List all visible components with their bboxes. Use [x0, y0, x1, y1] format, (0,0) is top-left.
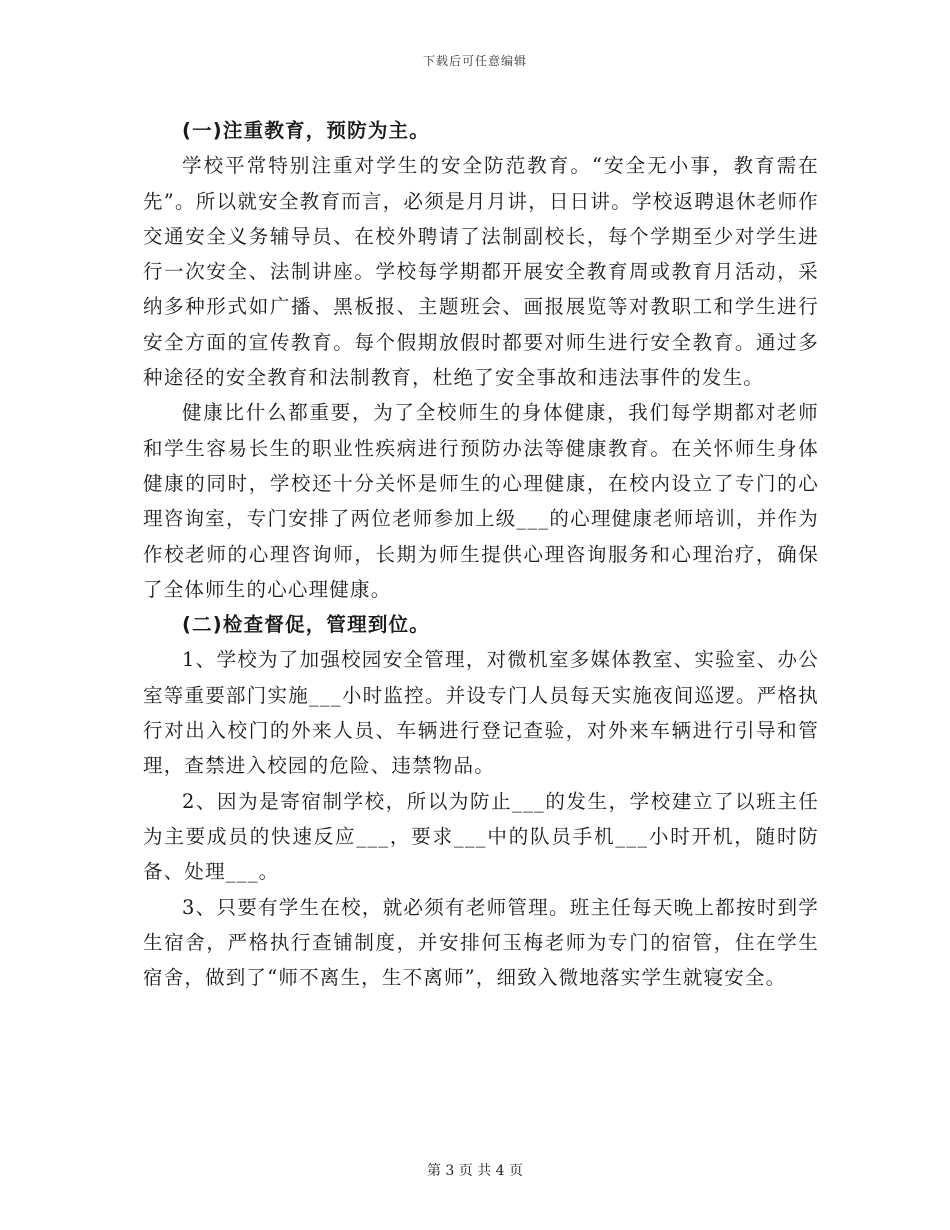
- paragraph-1: 学校平常特别注重对学生的安全防范教育。“安全无小事，教育需在先”。所以就安全教育而言，必须是月月讲，日日讲。学校返聘退休老师作交通安全义务辅导员、在校外聘请了法制副校长，每个学期至少对学生进行一次安全、法制讲座。学校每学期都开展安全教育周或教育月活动，采纳多种形式如广播、黑板报、主题班会、画报展览等对教职工和学生进行安全方面的宣传教育。每个假期放假时都要对师生进行安全教育。通过多种途径的安全教育和法制教育，杜绝了安全事故和违法事件的发生。: [143, 154, 819, 390]
- section-heading-2: (二)检查督促，管理到位。: [182, 613, 430, 637]
- page-header: 下载后可任意编辑: [422, 54, 527, 68]
- document-body: [143, 113, 819, 995]
- paragraph-3: 1、学校为了加强校园安全管理，对微机室多媒体教室、实验室、办公室等重要部门实施___小时监控。并设专门人员每天实施夜间巡逻。严格执行对出入校门的外来人员、车辆进行登记查验，对外来车辆进行引导和管理，查禁进入校园的危险、违禁物品。: [143, 648, 819, 778]
- page-footer: 第 3 页 共 4 页: [426, 1163, 524, 1179]
- paragraph-2: 健康比什么都重要，为了全校师生的身体健康，我们每学期都对老师和学生容易长生的职业性疾病进行预防办法等健康教育。在关怀师生身体健康的同时，学校还十分关怀是师生的心理健康，在校内设立了专门的心理咨询室，专门安排了两位老师参加上级___的心理健康老师培训，并作为作校老师的心理咨询师，长期为师生提供心理咨询服务和心理治疗，确保了全体师生的心心理健康。: [143, 401, 819, 601]
- section-heading-1: (一)注重教育，预防为主。: [182, 119, 430, 142]
- paragraph-5: 3、只要有学生在校，就必须有老师管理。班主任每天晚上都按时到学生宿舍，严格执行查铺制度，并安排何玉梅老师为专门的宿管，住在学生宿舍，做到了“师不离生，生不离师”，细致入微地落实学生就寝安全。: [143, 895, 819, 990]
- paragraph-4: 2、因为是寄宿制学校，所以为防止___的发生，学校建立了以班主任为主要成员的快速反应___，要求___中的队员手机___小时开机，随时防备、处理___。: [143, 789, 819, 884]
